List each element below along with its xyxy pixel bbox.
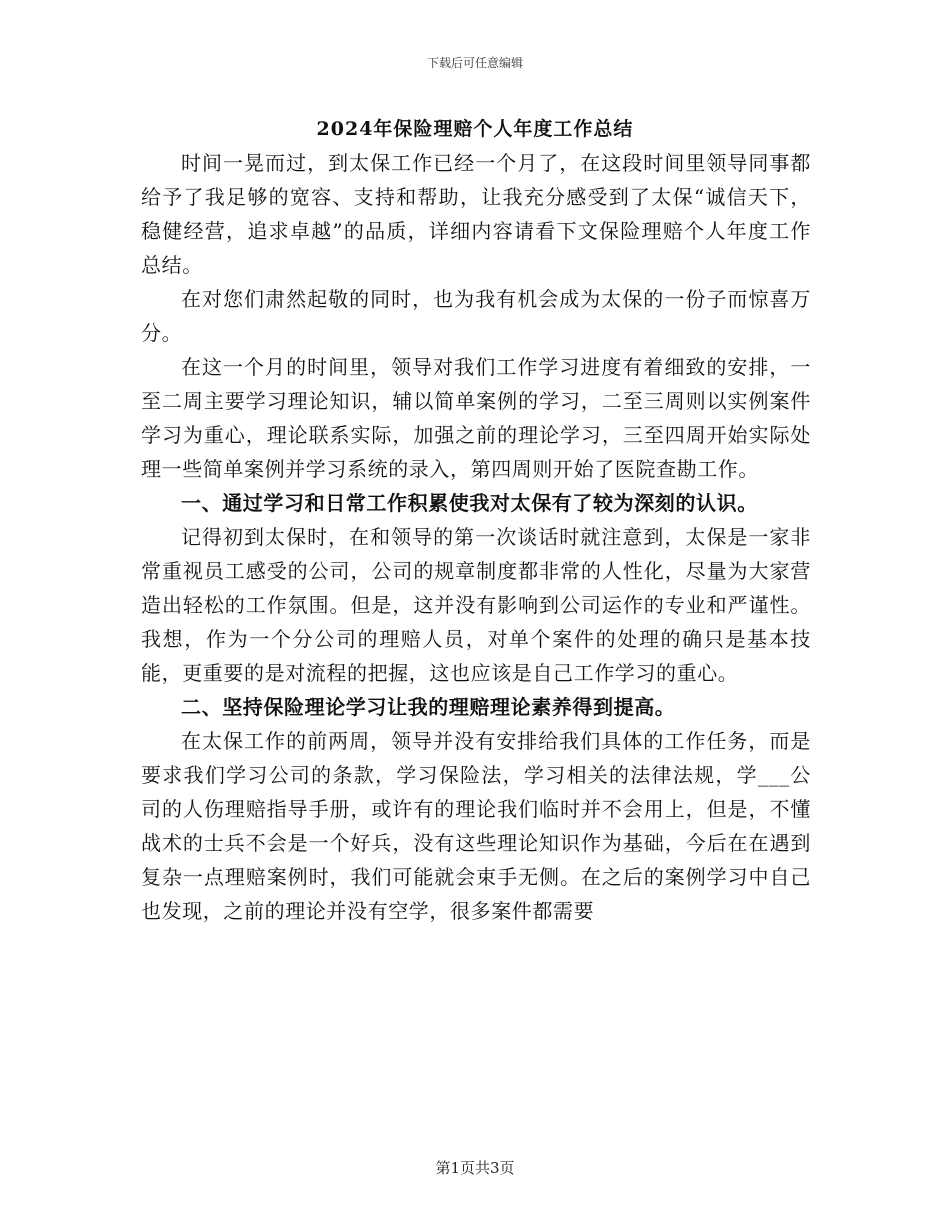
paragraph-intro: 时间一晃而过，到太保工作已经一个月了，在这段时间里领导同事都给予了我足够的宽容、支持和帮助，让我充分感受到了太保“诚信天下，稳健经营，追求卓越”的品质，详细内容请看下文保险理赔个人年度工作总结。 <box>141 151 811 277</box>
paragraph-theory-study: 在太保工作的前两周，领导并没有安排给我们具体的工作任务，而是要求我们学习公司的条款，学习保险法，学习相关的法律法规，学___公司的人伤理赔指导手册，或许有的理论我们临时并不会用上，但是，不懂战术的士兵不会是一个好兵，没有这些理论知识作为基础，今后在在遇到复杂一点理赔案例时，我们可能就会束手无侧。在之后的案例学习中自己也发现，之前的理论并没有空学，很多案件都需要 <box>141 729 811 923</box>
section-heading-2: 二、坚持保险理论学习让我的理赔理论素养得到提高。 <box>181 695 676 719</box>
paragraph-schedule: 在这一个月的时间里，领导对我们工作学习进度有着细致的安排，一至二周主要学习理论知识，辅以简单案例的学习，二至三周则以实例案件学习为重心，理论联系实际，加强之前的理论学习，三至四周开始实际处理一些简单案例并学习系统的录入，第四周则开始了医院查勘工作。 <box>141 355 811 481</box>
document-body <box>141 146 811 928</box>
header-note: 下载后可任意编辑 <box>426 56 523 70</box>
paragraph-respect: 在对您们肃然起敬的同时，也为我有机会成为太保的一份子而惊喜万分。 <box>141 287 811 345</box>
paragraph-company-impression: 记得初到太保时，在和领导的第一次谈话时就注意到，太保是一家非常重视员工感受的公司，公司的规章制度都非常的人性化，尽量为大家营造出轻松的工作氛围。但是，这并没有影响到公司运作的专业和严谨性。我想，作为一个分公司的理赔人员，对单个案件的处理的确只是基本技能，更重要的是对流程的把握，这也应该是自己工作学习的重心。 <box>141 525 811 685</box>
page-number: 第1页共3页 <box>435 1159 515 1177</box>
document-title: 2024年保险理赔个人年度工作总结 <box>316 118 634 140</box>
section-heading-1: 一、通过学习和日常工作积累使我对太保有了较为深刻的认识。 <box>181 491 758 515</box>
